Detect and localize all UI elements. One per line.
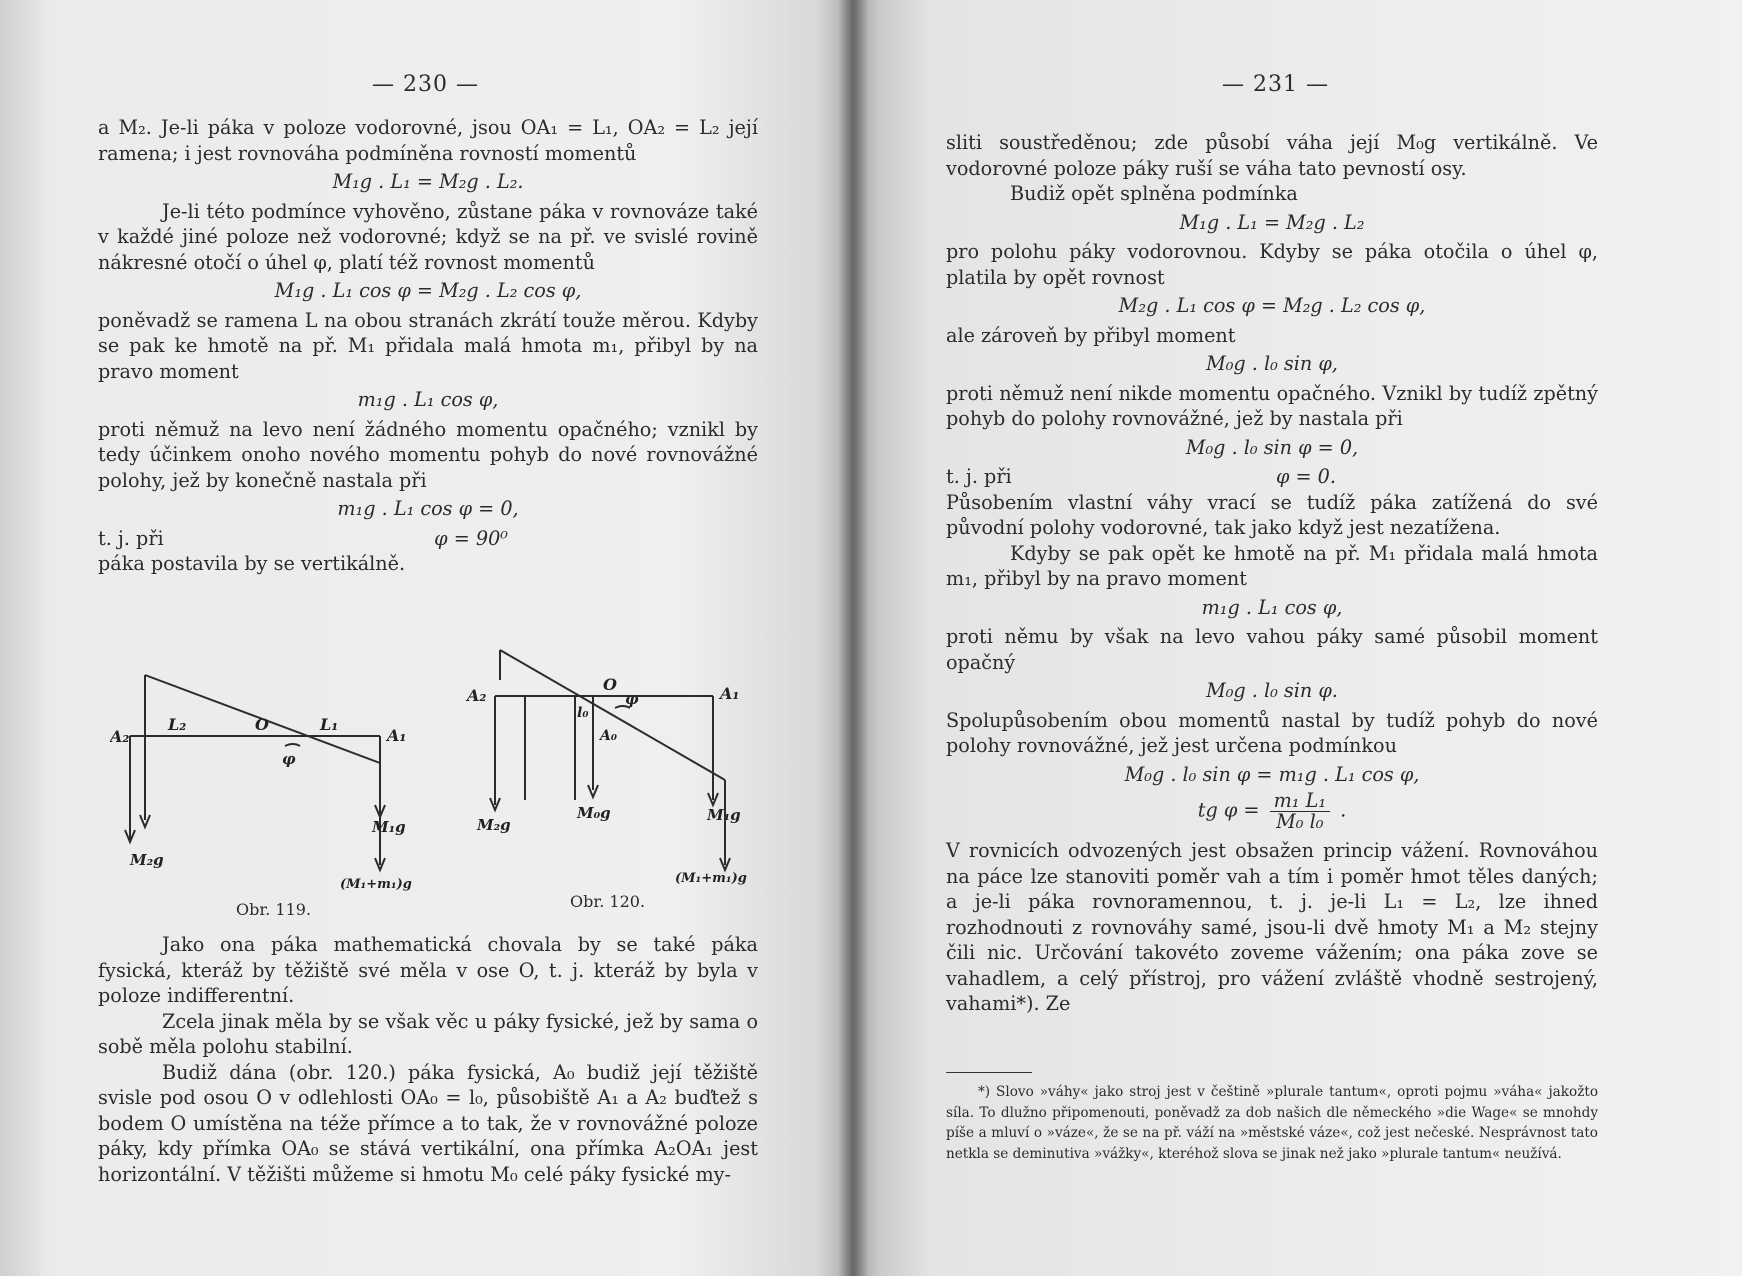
fig119-label-l1: L₁ xyxy=(320,715,339,734)
fig119-label-o: O xyxy=(255,715,269,734)
fig119-label-a1: A₁ xyxy=(387,726,407,745)
equation-r-added-moment: m₁g . L₁ cos φ, xyxy=(1201,595,1343,619)
fig119-label-a2: A₂ xyxy=(110,727,130,746)
eq-tg-end: . xyxy=(1340,798,1347,822)
fig120-label-m1g: M₁g xyxy=(707,806,741,824)
right-page xyxy=(852,0,1742,1276)
equation-phi-90: φ = 90⁰ xyxy=(434,526,508,550)
paragraph-physical-lever: Budiž dána (obr. 120.) páka fysická, A₀ budiž její těžiště svisle pod osou O v odlehlosti OA₀ = l₀, působiště A₁ a A₂ buďtež s bodem O umístěna na téže přímce a to tak, že v rovnovážné poloze páky, kdy přímka OA₀ se stává vertikální, ona přímka A₂OA₁ jest horizontální. V těžišti můžeme si hmotu M₀ celé páky fysické my- xyxy=(98,1060,758,1186)
footnote xyxy=(946,1082,1598,1164)
paragraph-no-opposite-moment: proti němuž na levo není žádného momentu opačného; vznikl by tedy účinkem onoho nového momentu pohyb do nové rovnovážné polohy, jež by konečně nastala při xyxy=(98,417,758,492)
paragraph-indifferent: Jako ona páka mathematická chovala by se také páka fysická, kteráž by těžiště své měla v ose O, t. j. kteráž by byla v poloze indifferentní. xyxy=(98,933,758,1007)
eq-tg-lhs: tg φ = xyxy=(1197,798,1260,822)
fig120-label-a1: A₁ xyxy=(720,684,740,703)
paragraph-added-moment: ale zároveň by přibyl moment xyxy=(946,323,1236,347)
equation-r-balance: M₀g . l₀ sin φ = m₁g . L₁ cos φ, xyxy=(1124,762,1420,786)
eq-tg-fraction xyxy=(1270,791,1330,832)
fig119-label-l2: L₂ xyxy=(168,715,187,734)
fig119-caption: Obr. 119. xyxy=(236,900,312,919)
eq-prefix-tj-right: t. j. při xyxy=(946,465,1012,488)
fig120-label-m0g: M₀g xyxy=(577,804,611,822)
paragraph-intro: a M₂. Je-li páka v poloze vodorovné, jsou OA₁ = L₁, OA₂ = L₂ její ramena; i jest rovnováha podmíněna rovností momentů xyxy=(98,116,758,165)
paragraph-opposite-moment: proti němu by však na levo vahou páky samé působil moment opačný xyxy=(946,625,1598,674)
eq-tg-numerator: m₁ L₁ xyxy=(1270,791,1330,812)
paragraph-condition: Budiž opět splněna podmínka xyxy=(1010,182,1298,205)
equation-phi-90-row xyxy=(98,526,758,552)
left-text-bottom xyxy=(98,932,758,1187)
equation-phi-0-row xyxy=(946,464,1598,490)
figure-119 xyxy=(110,660,420,895)
fig120-lever-tilted xyxy=(500,650,725,780)
fig120-caption: Obr. 120. xyxy=(570,892,646,911)
paragraph-added-mass: Kdyby se pak opět ke hmotě na př. M₁ přidala malá hmota m₁, přibyl by na pravo moment xyxy=(946,541,1598,590)
equation-r-moments-equal: M₁g . L₁ = M₂g . L₂ xyxy=(1179,210,1365,234)
footnote-rule xyxy=(946,1072,1032,1073)
fig120-label-a2: A₂ xyxy=(467,686,487,705)
equation-tg-phi xyxy=(946,791,1598,832)
fig119-label-m1g: M₁g xyxy=(372,818,406,836)
equation-zero: m₁g . L₁ cos φ = 0, xyxy=(337,497,519,520)
fig120-label-a0: A₀ xyxy=(600,728,617,744)
left-page xyxy=(0,0,852,1276)
paragraph-own-weight: Působením vlastní váhy vrací se tudíž páka zatížená do své původní polohy vodorovné, tak jako když jest nezatížena. xyxy=(946,490,1598,539)
fig119-label-phi: φ xyxy=(282,750,296,768)
paragraph-concentrated: sliti soustředěnou; zde působí váha její M₀g vertikálně. Ve vodorovné poloze páky ruší se váha tato pevností osy. xyxy=(946,131,1598,180)
equation-r-sin-zero: M₀g . l₀ sin φ = 0, xyxy=(1185,435,1359,459)
equation-moments-equal: M₁g . L₁ = M₂g . L₂. xyxy=(332,170,524,193)
fig120-label-l0: l₀ xyxy=(577,705,589,721)
eq-tg-denominator: M₀ l₀ xyxy=(1276,810,1324,833)
right-text xyxy=(946,130,1598,1017)
left-text-top xyxy=(98,115,758,577)
eq-prefix-tj: t. j. při xyxy=(98,526,164,550)
equation-r-m0-moment: M₀g . l₀ sin φ, xyxy=(1206,352,1338,375)
fig119-label-m2g: M₂g xyxy=(130,851,164,869)
equation-moments-cos: M₁g . L₁ cos φ = M₂g . L₂ cos φ, xyxy=(274,279,582,302)
fig120-label-m1m1g: (M₁+m₁)g xyxy=(675,871,747,886)
paragraph-new-equilibrium: Spolupůsobením obou momentů nastal by tudíž pohyb do nové polohy rovnovážné, jež jest určena podmínkou xyxy=(946,708,1598,757)
equation-r-moments-cos: M₂g . L₁ cos φ = M₂g . L₂ cos φ, xyxy=(1118,294,1426,317)
fig119-angle-arc xyxy=(285,744,300,746)
fig119-label-m1m1g: (M₁+m₁)g xyxy=(340,877,412,892)
figure-120 xyxy=(465,640,775,890)
fig120-label-phi: φ xyxy=(625,690,639,708)
page-number-231: — 231 — xyxy=(1222,72,1329,97)
fig120-label-o: O xyxy=(603,675,617,694)
equation-phi-0: φ = 0. xyxy=(1275,465,1336,488)
paragraph-return-motion: proti němuž není nikde momentu opačného. Vznikl by tudíž zpětný pohyb do polohy rovnovážné, jež by nastala při xyxy=(946,381,1598,430)
book-gutter xyxy=(838,0,868,1276)
paragraph-stable: Zcela jinak měla by se však věc u páky fysické, jež by sama o sobě měla polohu stabilní. xyxy=(98,1009,758,1058)
paragraph-weighing-principle: V rovnicích odvozených jest obsažen princip vážení. Rovnováhou na páce lze stanoviti poměr vah a tím i poměr hmot těles daných; a je-li páka rovnoramennou, t. j. je-li L₁ = L₂, lze ihned rozhodnouti z rovnováhy samé, jsou-li dvě hmoty M₁ a M₂ stejny čili nic. Určování takovéto zoveme vážením; ona páka zove se vahadlem, a celý přístroj, pro vážení zvláště vhodně sestrojený, vahami*). Ze xyxy=(946,839,1598,1015)
paragraph-vertical: páka postavila by se vertikálně. xyxy=(98,552,406,575)
paragraph-arms-shortened: poněvadž se ramena L na obou stranách zkrátí touže měrou. Kdyby se pak ke hmotě na př. M₁ přidala malá hmota m₁, přibyl by na pravo moment xyxy=(98,308,758,383)
paragraph-horizontal-position: pro polohu páky vodorovnou. Kdyby se páka otočila o úhel φ, platila by opět rovnost xyxy=(946,240,1598,289)
paragraph-rotation: Je-li této podmínce vyhověno, zůstane páka v rovnováze také v každé jiné poloze než vodorovné; když se na př. ve svislé rovině nákresné otočí o úhel φ, platí též rovnost momentů xyxy=(98,199,758,274)
fig120-label-m2g: M₂g xyxy=(477,816,511,834)
equation-r-m0-sin: M₀g . l₀ sin φ. xyxy=(1206,679,1338,702)
page-number-230: — 230 — xyxy=(372,72,479,97)
footnote-text: *) Slovo »váhy« jako stroj jest v češtině »plurale tantum«, oproti pojmu »váha« jakožto síla. To dlužno připomenouti, poněvadž za dob našich dle německého »die Wage« se mnohdy píše a mluví o »váze«, že se na př. váží na »městské váze«, což jest nečeské. Nesprávnost tato netkla se deminutiva »vážky«, kteréhož slova se jinak než jako »plurale tantum« neužívá. xyxy=(946,1084,1598,1162)
equation-added-moment: m₁g . L₁ cos φ, xyxy=(357,388,499,411)
